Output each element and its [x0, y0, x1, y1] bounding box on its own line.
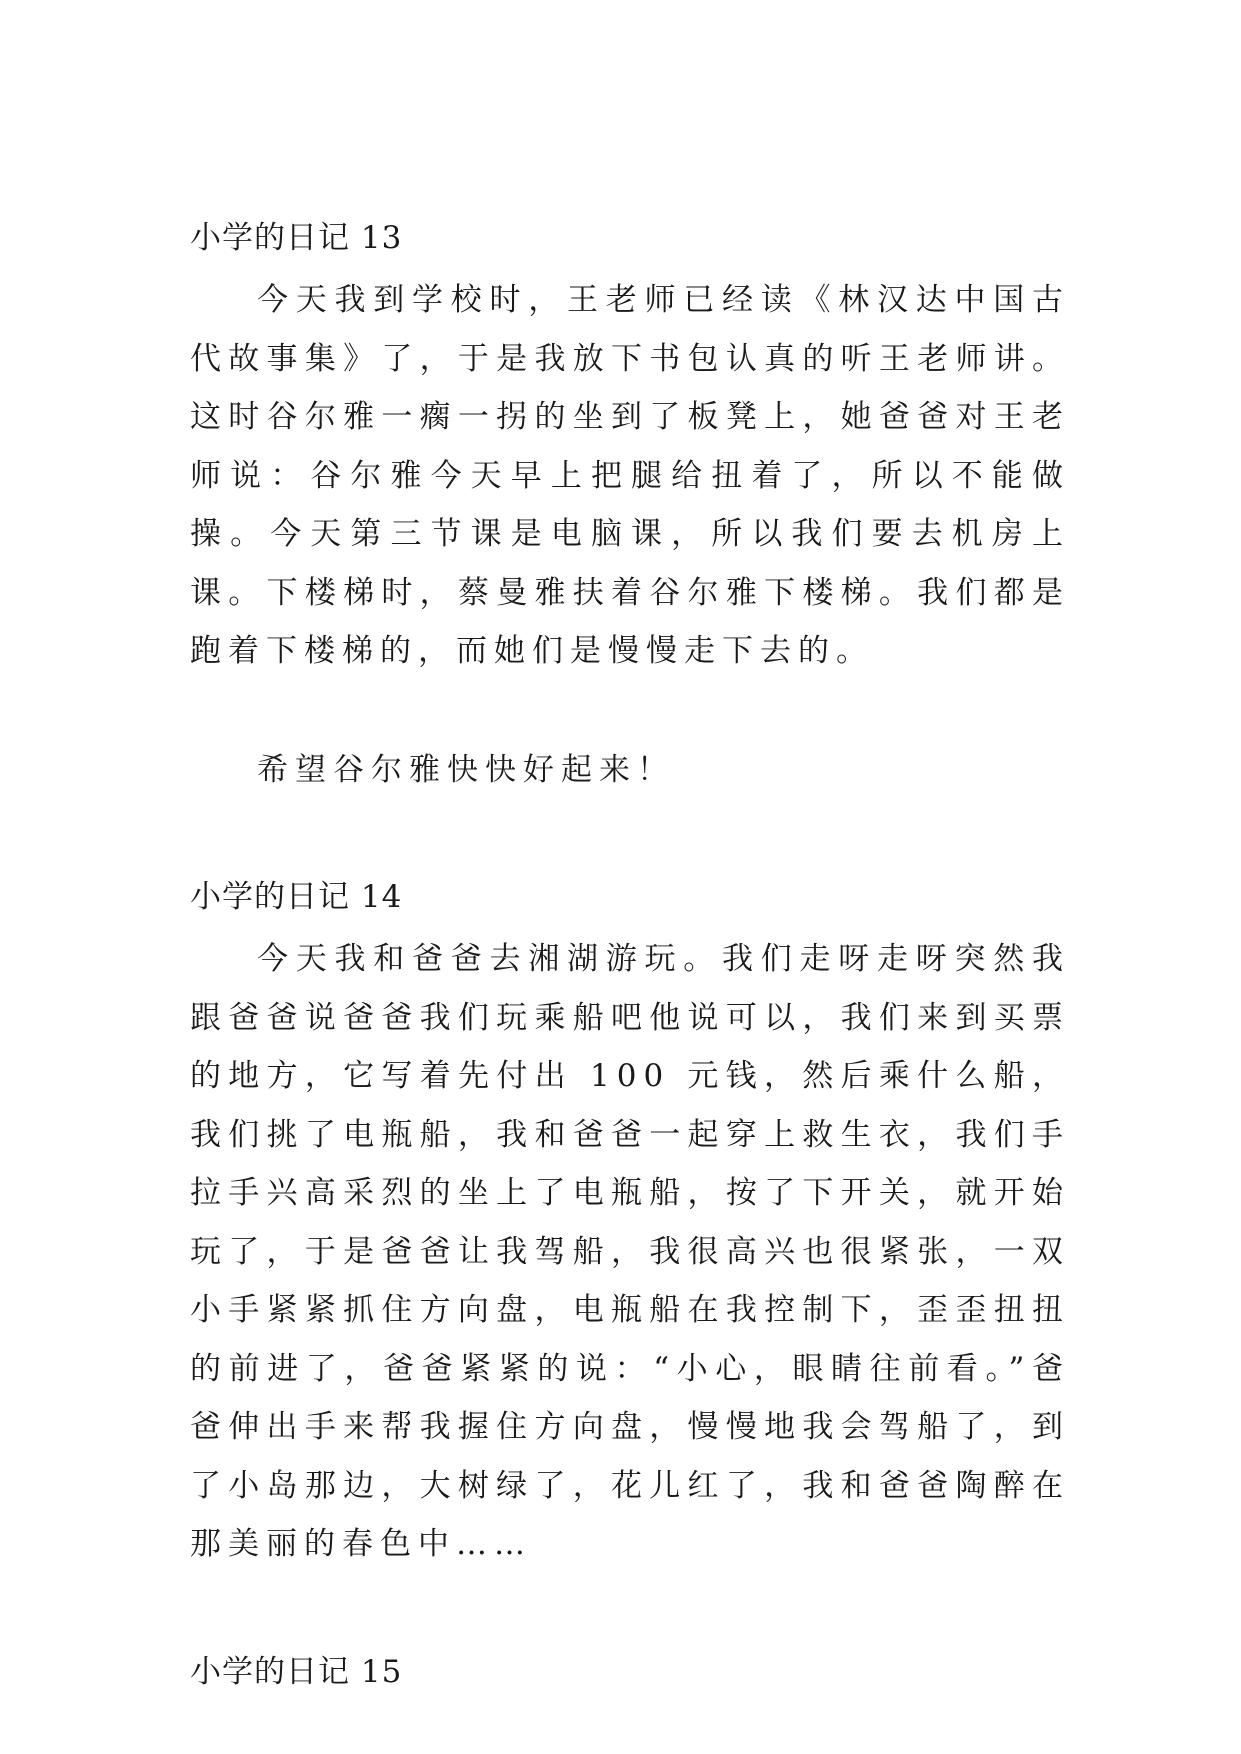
diary-entry-15: [190, 1652, 1070, 1692]
entry-paragraph: 希望谷尔雅快快好起来！: [257, 751, 675, 788]
entry-title: 小学的日记 15: [190, 1653, 403, 1690]
paragraph-spacer: [190, 1574, 1070, 1652]
entry-title: 小学的日记 13: [190, 220, 403, 256]
paragraph-spacer: [190, 681, 1070, 741]
entry-paragraph: 今天我到学校时，王老师已经读《林汉达中国古代故事集》了，于是我放下书包认真的听王老师讲。这时谷尔雅一瘸一拐的坐到了板凳上，她爸爸对王老师说：谷尔雅今天早上把腿给扭着了，所以不能做操。今天第三节课是电脑课，所以我们要去机房上课。下楼梯时，蔡曼雅扶着谷尔雅下楼梯。我们都是跑着下楼梯的，而她们是慢慢走下去的。: [190, 282, 1070, 669]
entry-title: 小学的日记 14: [190, 879, 403, 915]
diary-entry-14: [190, 877, 1070, 1652]
entry-paragraph: 今天我和爸爸去湘湖游玩。我们走呀走呀突然我跟爸爸说爸爸我们玩乘船吧他说可以，我们来到买票的地方，它写着先付出 100 元钱，然后乘什么船，我们挑了电瓶船，我和爸爸一起穿上救生衣，我们手拉手兴高采烈的坐上了电瓶船，按了下开关，就开始玩了，于是爸爸让我驾船，我很高兴也很紧张，一双小手紧紧抓住方向盘，电瓶船在我控制下，歪歪扭扭的前进了，爸爸紧紧的说：“小心，眼睛往前看。”爸爸伸出手来帮我握住方向盘，慢慢地我会驾船了，到了小岛那边，大树绿了，花儿红了，我和爸爸陶醉在那美丽的春色中……: [190, 941, 1070, 1562]
document-body: [190, 218, 1070, 1692]
diary-entry-13: [190, 218, 1070, 799]
